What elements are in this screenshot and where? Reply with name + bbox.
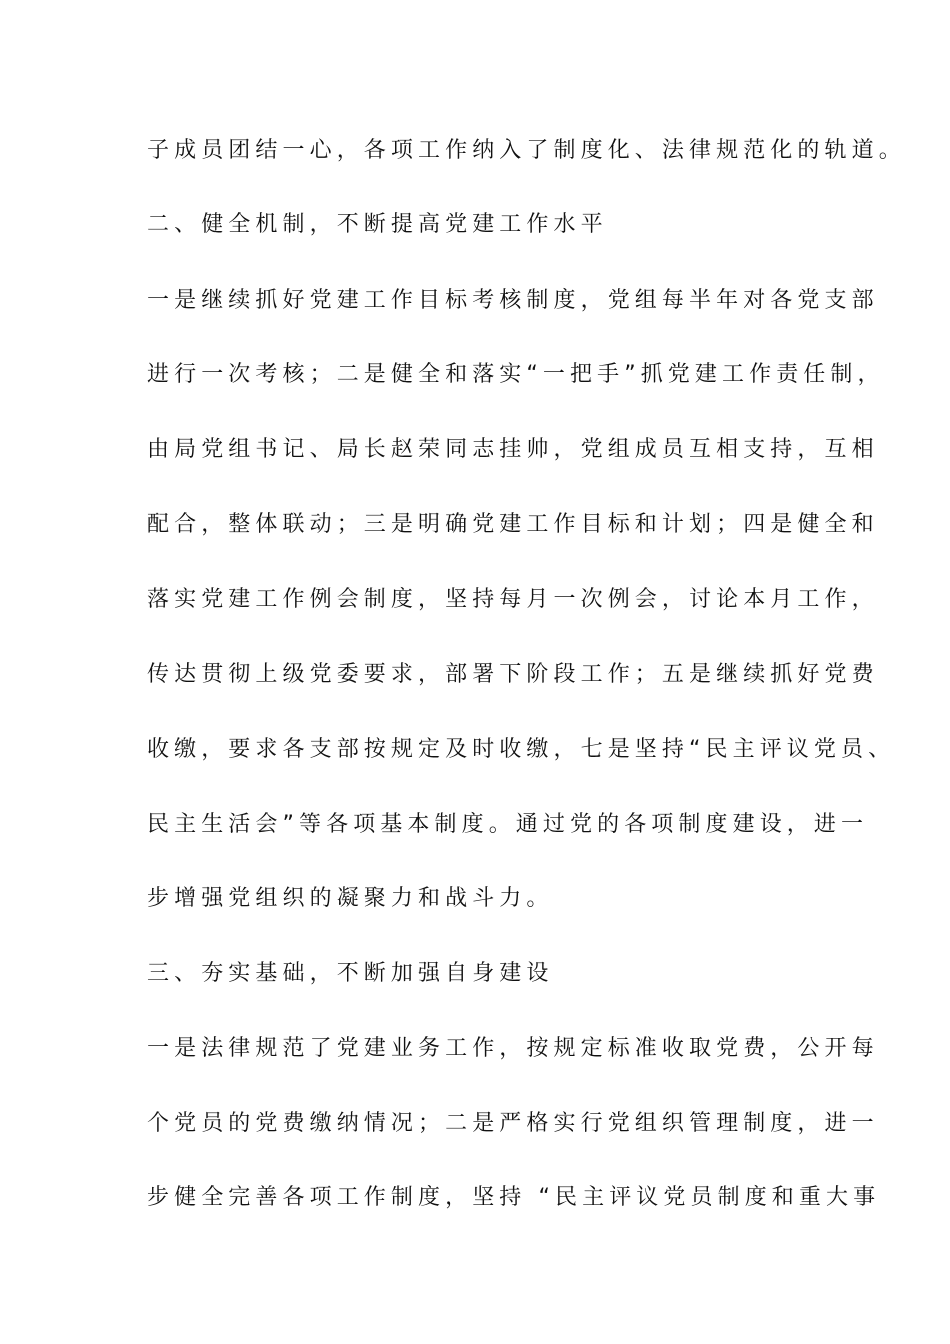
text-line: 传达贯彻上级党委要求，部署下阶段工作；五是继续抓好党费	[147, 662, 879, 687]
text-line: 由局党组书记、局长赵荣同志挂帅，党组成员互相支持，互相	[147, 437, 879, 462]
text-line: 步健全完善各项工作制度，坚持 “民主评议党员制度和重大事	[147, 1185, 881, 1210]
text-line: 个党员的党费缴纳情况；二是严格实行党组织管理制度，进一	[147, 1111, 879, 1136]
text-line: 收缴，要求各支部按规定及时收缴，七是坚持“民主评议党员、	[147, 737, 896, 762]
section-heading: 三、夯实基础，不断加强自身建设	[147, 961, 554, 986]
text-line: 一是法律规范了党建业务工作，按规定标准收取党费，公开每	[147, 1036, 879, 1061]
text-line: 民主生活会”等各项基本制度。通过党的各项制度建设，进一	[147, 812, 869, 837]
section-heading: 二、健全机制，不断提高党建工作水平	[147, 212, 608, 237]
text-line: 进行一次考核；二是健全和落实“一把手”抓党建工作责任制，	[147, 362, 885, 387]
text-line: 步增强党组织的凝聚力和战斗力。	[147, 886, 554, 911]
text-line: 子成员团结一心，各项工作纳入了制度化、法律规范化的轨道。	[147, 138, 906, 163]
text-line: 一是继续抓好党建工作目标考核制度，党组每半年对各党支部	[147, 288, 879, 313]
text-line: 配合，整体联动；三是明确党建工作目标和计划；四是健全和	[147, 512, 879, 537]
text-line: 落实党建工作例会制度，坚持每月一次例会，讨论本月工作，	[147, 587, 879, 612]
